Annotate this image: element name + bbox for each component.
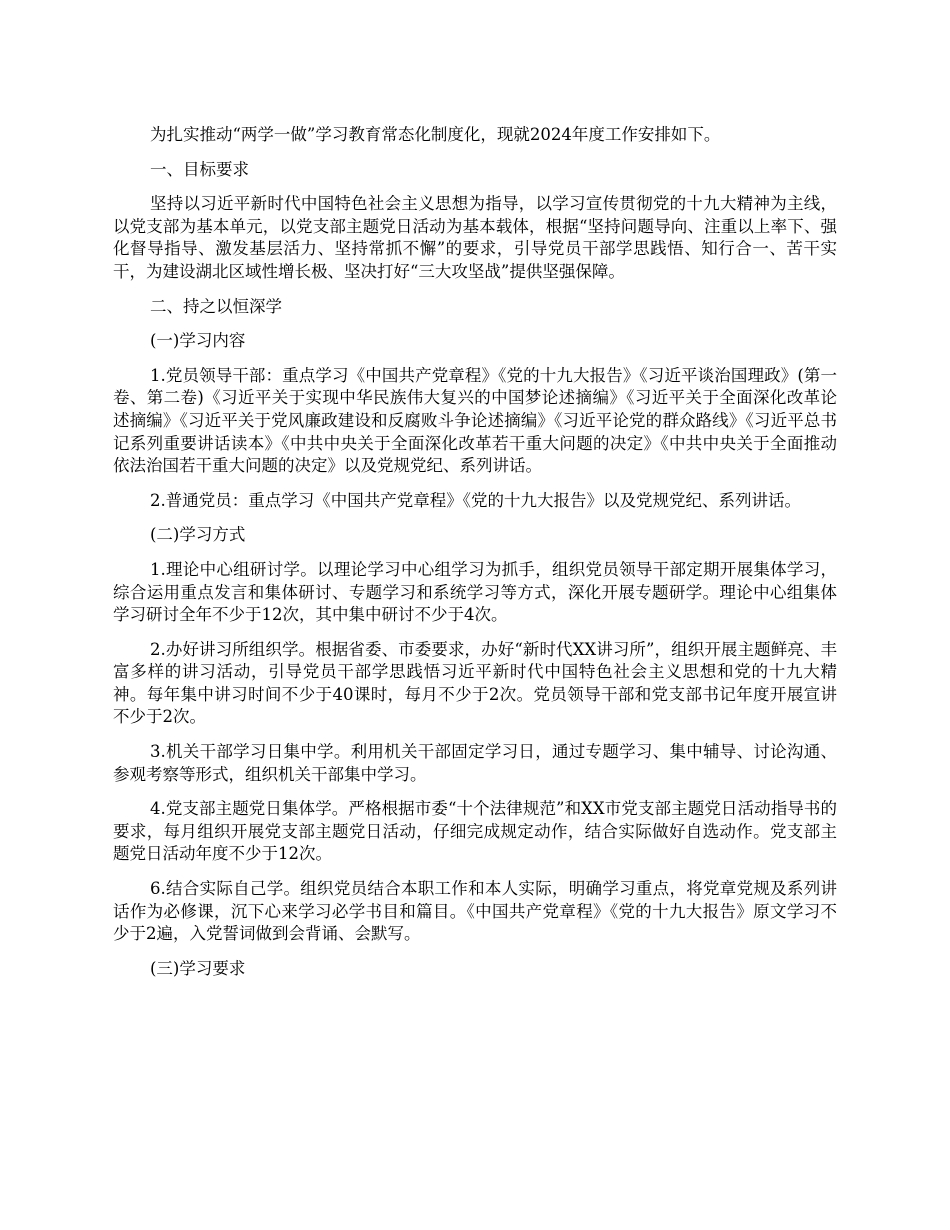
content-leaders-paragraph: 1.党员领导干部：重点学习《中国共产党章程》《党的十九大报告》《习近平谈治国理政》(第一卷、第二卷)《习近平关于实现中华民族伟大复兴的中国梦论述摘编》《习近平关于全面深化改革论述摘编》《习近平关于党风廉政建设和反腐败斗争论述摘编》《习近平论党的群众路线》《习近平总书记系列重要讲话读本》《中共中央关于全面深化改革若干重大问题的决定》《中共中央关于全面推动依法治国若干重大问题的决定》以及党规党纪、系列讲话。 [113, 365, 837, 476]
method-1-paragraph: 1.理论中心组研讨学。以理论学习中心组学习为抓手，组织党员领导干部定期开展集体学习，综合运用重点发言和集体研讨、专题学习和系统学习等方式，深化开展专题研学。理论中心组集体学习研讨全年不少于12次，其中集中研讨不少于4次。 [113, 559, 837, 625]
document-body [113, 124, 837, 992]
goals-paragraph: 坚持以习近平新时代中国特色社会主义思想为指导，以学习宣传贯彻党的十九大精神为主线，以党支部为基本单元，以党支部主题党日活动为基本载体，根据“坚持问题导向、注重以上率下、强化督导指导、激发基层活力、坚持常抓不懈”的要求，引导党员干部学思践悟、知行合一、苦干实干，为建设湖北区域性增长极、坚决打好“三大攻坚战”提供坚强保障。 [113, 194, 837, 281]
intro-paragraph: 为扎实推动“两学一做”学习教育常态化制度化，现就2024年度工作安排如下。 [150, 125, 721, 144]
subheading-study-requirements: (三)学习要求 [150, 958, 246, 978]
subheading-study-methods: (二)学习方式 [150, 525, 246, 545]
section-heading-goals: 一、目标要求 [150, 159, 249, 179]
content-members-paragraph: 2.普通党员：重点学习《中国共产党章程》《党的十九大报告》以及党规党纪、系列讲话。 [150, 490, 801, 510]
method-2-paragraph: 2.办好讲习所组织学。根据省委、市委要求，办好“新时代XX讲习所”，组织开展主题鲜亮、丰富多样的讲习活动，引导党员干部学思践悟习近平新时代中国特色社会主义思想和党的十九大精神。每年集中讲习时间不少于40课时，每月不少于2次。党员领导干部和党支部书记年度开展宣讲不少于2次。 [113, 639, 837, 727]
section-heading-study: 二、持之以恒深学 [150, 296, 282, 316]
method-6-paragraph: 6.结合实际自己学。组织党员结合本职工作和本人实际，明确学习重点，将党章党规及系列讲话作为必修课，沉下心来学习必学书目和篇目。《中国共产党章程》《党的十九大报告》原文学习不少于2遍，入党誓词做到会背诵、会默写。 [113, 879, 837, 944]
method-4-paragraph: 4.党支部主题党日集体学。严格根据市委“十个法律规范”和XX市党支部主题党日活动指导书的要求，每月组织开展党支部主题党日活动，仔细完成规定动作，结合实际做好自选动作。党支部主题党日活动年度不少于12次。 [113, 799, 837, 864]
subheading-study-content: (一)学习内容 [150, 331, 246, 351]
method-3-paragraph: 3.机关干部学习日集中学。利用机关干部固定学习日，通过专题学习、集中辅导、讨论沟通、参观考察等形式，组织机关干部集中学习。 [113, 742, 837, 784]
